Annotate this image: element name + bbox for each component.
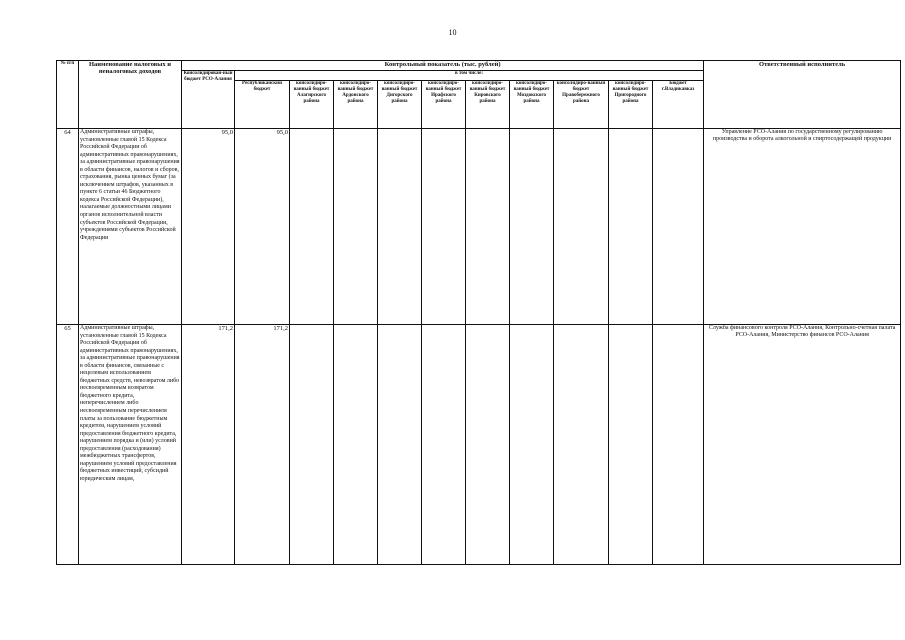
header-responsible: Ответственный исполнитель [704, 61, 901, 129]
header-district-8: консолидиро-ванный бюджет Пригородного района [609, 81, 653, 129]
table-row [57, 325, 901, 565]
header-city: Бюджет г.Владикавказ [653, 81, 704, 129]
table-row [57, 129, 901, 325]
row-consolidated: 171,2 [182, 325, 235, 565]
header-district-2: консолидиро-ванный бюджет Ардонского района [334, 81, 378, 129]
header-consolidated: Консолидирован-ный бюджет РСО-Алания [182, 71, 235, 129]
header-number: № п/п [57, 61, 79, 129]
header-district-5: консолидиро-ванный бюджет Кировского района [466, 81, 510, 129]
header-including: в том числе: [235, 71, 704, 81]
row-name: Административные штрафы, установленные главой 15 Кодекса Российской Федерации об административных правонарушениях, за административные правонарушения в области финансов, связанные с нецелевым использованием бюджетных средств, невозвратом либо несвоевременным возвратом бюджетного кредита, неперечислением либо несвоевременным перечислением платы за пользование бюджетным кредитом, нарушением условий предоставления бюджетного кредита, нарушением порядка и (или) условий предоставления (расходования) межбюджетных трансфертов, нарушением условий предоставления бюджетных инвестиций, субсидий юридическим лицам, [79, 325, 182, 565]
row-number: 65 [57, 325, 79, 565]
row-republican: 171,2 [235, 325, 290, 565]
revenue-table [56, 60, 901, 565]
header-district-7: консолидиро-ванный бюджет Правобережного района [554, 81, 609, 129]
header-district-3: консолидиро-ванный бюджет Дигорского района [378, 81, 422, 129]
row-responsible: Служба финансового контроля РСО-Алания, Контрольно-счетная палата РСО-Алания, Министерство финансов РСО-Алания [704, 325, 901, 565]
row-responsible: Управление РСО-Алания по государственному регулированию производства и оборота алкогольной и спиртосодержащей продукции [704, 129, 901, 325]
header-district-1: консолидиро-ванный бюджет Алагирского района [290, 81, 334, 129]
row-number: 64 [57, 129, 79, 325]
row-consolidated: 95,0 [182, 129, 235, 325]
header-control: Контрольный показатель (тыс. рублей) [182, 61, 704, 71]
row-name: Административные штрафы, установленные главой 15 Кодекса Российской Федерации об административных правонарушениях, за административные правонарушения в области финансов, налогов и сборов, страхования, рынка ценных бумаг (за исключением штрафов, указанных в пункте 6 статьи 46 Бюджетного кодекса Российской Федерации), налагаемые должностными лицами органов исполнительной власти субъектов Российской Федерации, учреждениями субъектов Российской Федерации [79, 129, 182, 325]
header-name: Наименование налоговых и неналоговых доходов [79, 61, 182, 129]
header-district-6: консолидиро-ванный бюджет Моздокского района [510, 81, 554, 129]
header-republican: Республиканский бюджет [235, 81, 290, 129]
page-number: 10 [448, 28, 457, 37]
row-republican: 95,0 [235, 129, 290, 325]
header-district-4: консолидиро-ванный бюджет Ирафского района [422, 81, 466, 129]
